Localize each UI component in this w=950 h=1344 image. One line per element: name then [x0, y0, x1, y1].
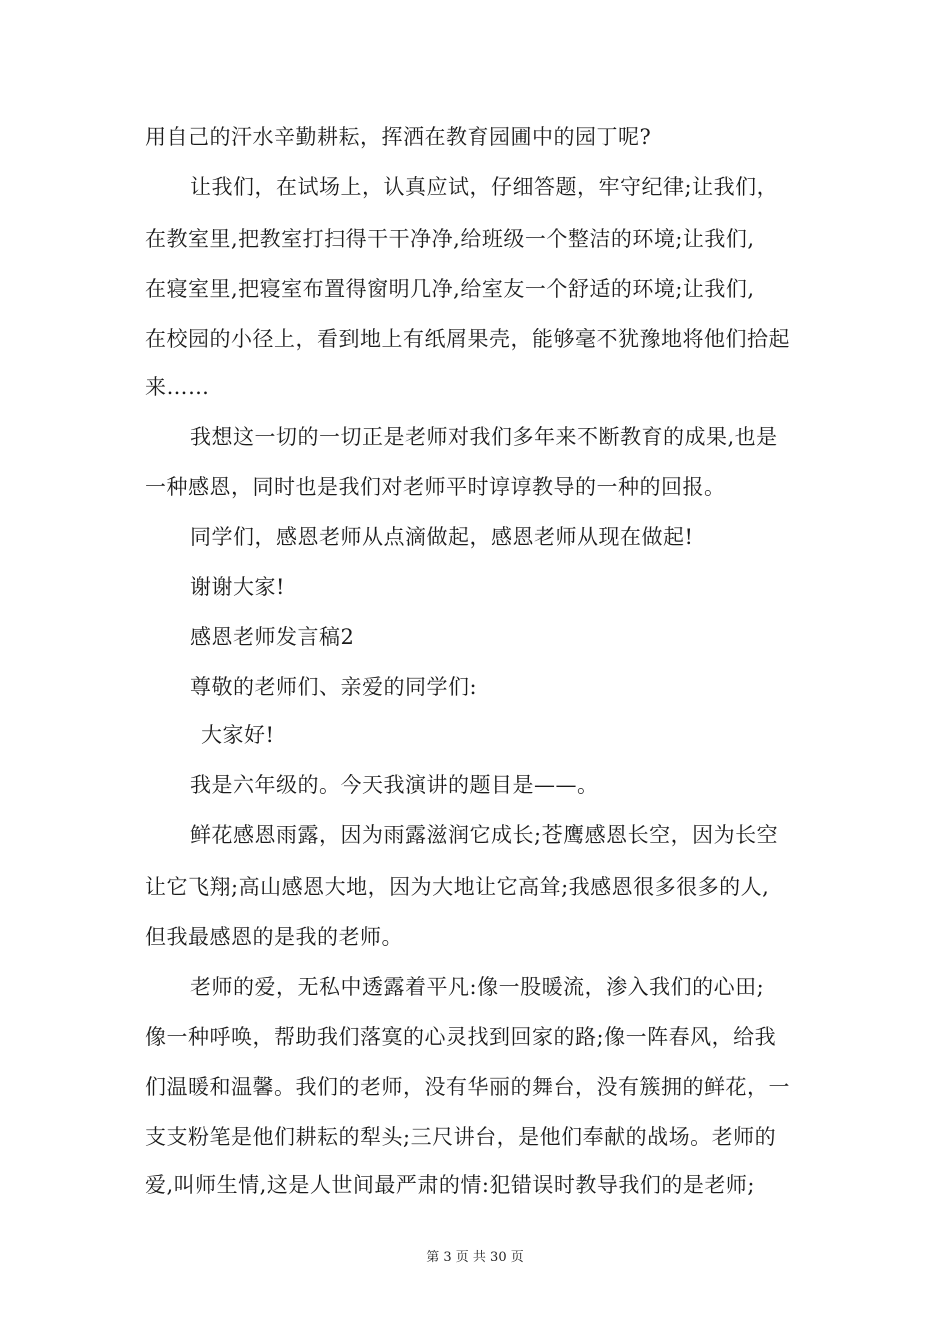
text-line: 在寝室里,把寝室布置得窗明几净,给室友一个舒适的环境;让我们, [145, 277, 755, 301]
text-line: 在校园的小径上，看到地上有纸屑果壳，能够毫不犹豫地将他们拾起 [145, 327, 790, 351]
text-line: 爱,叫师生情,这是人世间最严肃的情:犯错误时教导我们的是老师; [145, 1173, 755, 1197]
text-line: 在教室里,把教室打扫得干干净净,给班级一个整洁的环境;让我们, [145, 227, 755, 251]
text-line: 一种感恩，同时也是我们对老师平时谆谆教导的一种的回报。 [145, 475, 726, 499]
text-line: 我是六年级的。今天我演讲的题目是——。 [190, 773, 599, 797]
salutation: 尊敬的老师们、亲爱的同学们: [190, 675, 478, 699]
text-line: 我想这一切的一切正是老师对我们多年来不断教育的成果,也是 [190, 425, 778, 449]
text-line: 来…… [145, 375, 210, 399]
text-line: 用自己的汗水辛勤耕耘，挥洒在教育园圃中的园丁呢? [145, 125, 652, 149]
text-line: 像一种呼唤，帮助我们落寞的心灵找到回家的路;像一阵春风，给我 [145, 1025, 777, 1049]
section-heading: 感恩老师发言稿2 [190, 625, 355, 649]
text-line: 鲜花感恩雨露，因为雨露滋润它成长;苍鹰感恩长空，因为长空 [190, 823, 779, 847]
text-line: 谢谢大家! [190, 575, 285, 599]
page-footer: 第 3 页 共 30 页 [426, 1250, 524, 1265]
text-line: 们温暖和温馨。我们的老师，没有华丽的舞台，没有簇拥的鲜花，一 [145, 1075, 790, 1099]
text-line: 支支粉笔是他们耕耘的犁头;三尺讲台，是他们奉献的战场。老师的 [145, 1125, 777, 1149]
greeting: 大家好! [201, 723, 275, 747]
text-line: 同学们，感恩老师从点滴做起，感恩老师从现在做起! [190, 525, 694, 549]
text-line: 老师的爱，无私中透露着平凡:像一股暖流，渗入我们的心田; [190, 975, 765, 999]
text-line: 让它飞翔;高山感恩大地，因为大地让它高耸;我感恩很多很多的人, [145, 875, 770, 899]
text-line: 但我最感恩的是我的老师。 [145, 925, 403, 949]
text-line: 让我们，在试场上，认真应试，仔细答题，牢守纪律;让我们， [190, 175, 779, 199]
